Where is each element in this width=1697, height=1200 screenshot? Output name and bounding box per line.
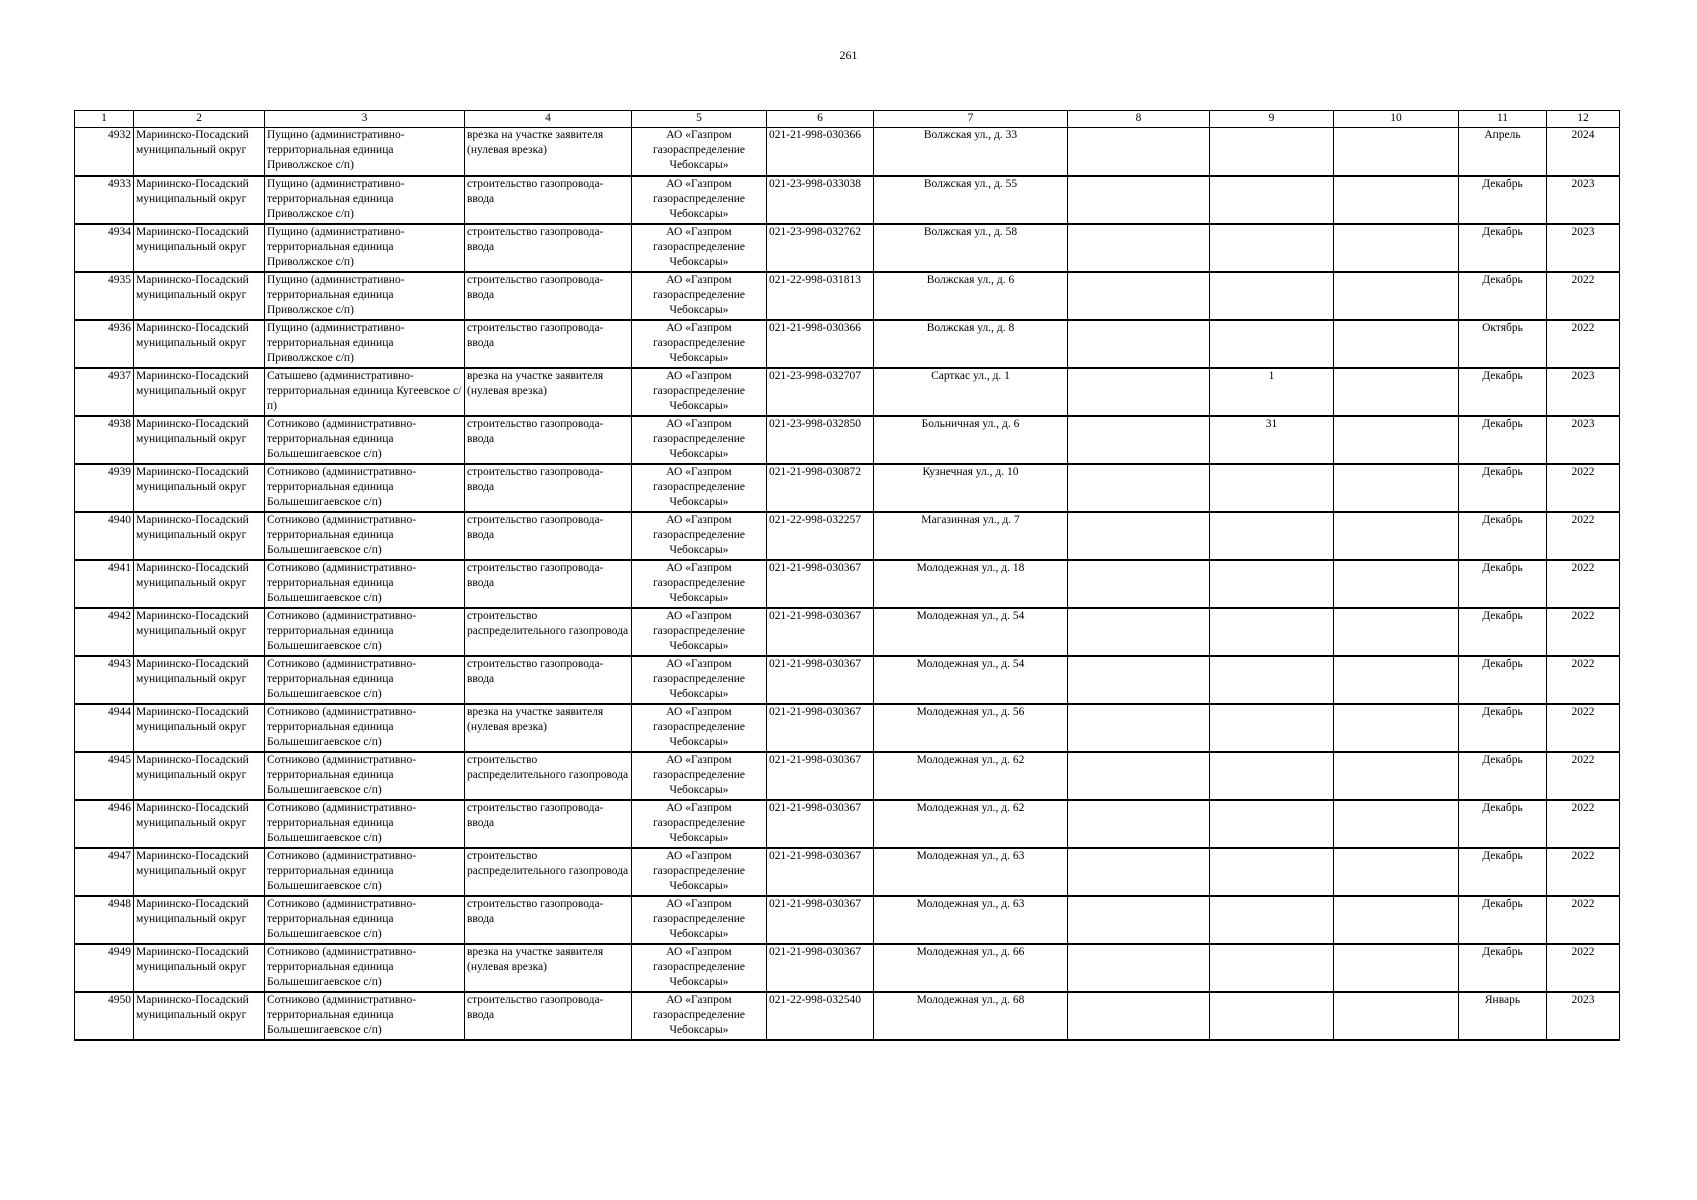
organization-cell: АО «Газпром газораспределение Чебоксары»: [632, 320, 767, 368]
table-row: [75, 752, 1620, 800]
col8-cell: [1068, 512, 1210, 560]
municipality-cell: Мариинско-Посадский муниципальный округ: [134, 800, 265, 848]
col8-cell: [1068, 752, 1210, 800]
code-cell: 021-21-998-030367: [767, 800, 874, 848]
municipality-cell: Мариинско-Посадский муниципальный округ: [134, 944, 265, 992]
row-number: 4938: [75, 416, 134, 464]
table-row: [75, 704, 1620, 752]
organization-cell: АО «Газпром газораспределение Чебоксары»: [632, 560, 767, 608]
col10-cell: [1334, 656, 1459, 704]
column-header-9: 9: [1210, 111, 1334, 128]
col9-cell: [1210, 944, 1334, 992]
year-cell: 2022: [1547, 944, 1620, 992]
col9-cell: [1210, 992, 1334, 1040]
year-cell: 2023: [1547, 368, 1620, 416]
table-row: [75, 272, 1620, 320]
municipality-cell: Мариинско-Посадский муниципальный округ: [134, 224, 265, 272]
col10-cell: [1334, 368, 1459, 416]
settlement-cell: Сотниково (административно-территориальная единица Большешигаевское с/п): [265, 560, 465, 608]
municipality-cell: Мариинско-Посадский муниципальный округ: [134, 752, 265, 800]
col10-cell: [1334, 608, 1459, 656]
col10-cell: [1334, 416, 1459, 464]
organization-cell: АО «Газпром газораспределение Чебоксары»: [632, 704, 767, 752]
settlement-cell: Сотниково (административно-территориальная единица Большешигаевское с/п): [265, 512, 465, 560]
row-number: 4933: [75, 176, 134, 224]
row-number: 4950: [75, 992, 134, 1040]
month-cell: Декабрь: [1459, 608, 1547, 656]
month-cell: Декабрь: [1459, 416, 1547, 464]
year-cell: 2024: [1547, 128, 1620, 176]
col9-cell: [1210, 272, 1334, 320]
year-cell: 2023: [1547, 992, 1620, 1040]
month-cell: Декабрь: [1459, 848, 1547, 896]
col9-cell: [1210, 560, 1334, 608]
month-cell: Декабрь: [1459, 272, 1547, 320]
work-type-cell: строительство газопровода-ввода: [465, 272, 632, 320]
municipality-cell: Мариинско-Посадский муниципальный округ: [134, 848, 265, 896]
address-cell: Молодежная ул., д. 62: [874, 800, 1068, 848]
col10-cell: [1334, 464, 1459, 512]
settlement-cell: Сатышево (административно-территориальная единица Кугеевское с/п): [265, 368, 465, 416]
col10-cell: [1334, 752, 1459, 800]
row-number: 4934: [75, 224, 134, 272]
organization-cell: АО «Газпром газораспределение Чебоксары»: [632, 992, 767, 1040]
row-number: 4932: [75, 128, 134, 176]
municipality-cell: Мариинско-Посадский муниципальный округ: [134, 368, 265, 416]
row-number: 4935: [75, 272, 134, 320]
municipality-cell: Мариинско-Посадский муниципальный округ: [134, 656, 265, 704]
work-type-cell: врезка на участке заявителя (нулевая врезка): [465, 128, 632, 176]
col10-cell: [1334, 176, 1459, 224]
col8-cell: [1068, 992, 1210, 1040]
settlement-cell: Пущино (административно-территориальная единица Приволжское с/п): [265, 176, 465, 224]
row-number: 4937: [75, 368, 134, 416]
organization-cell: АО «Газпром газораспределение Чебоксары»: [632, 608, 767, 656]
address-cell: Волжская ул., д. 58: [874, 224, 1068, 272]
code-cell: 021-21-998-030367: [767, 608, 874, 656]
work-type-cell: врезка на участке заявителя (нулевая врезка): [465, 368, 632, 416]
table-body: [75, 128, 1620, 1040]
year-cell: 2022: [1547, 272, 1620, 320]
row-number: 4948: [75, 896, 134, 944]
col9-cell: 1: [1210, 368, 1334, 416]
year-cell: 2022: [1547, 896, 1620, 944]
col9-cell: [1210, 752, 1334, 800]
address-cell: Молодежная ул., д. 62: [874, 752, 1068, 800]
col10-cell: [1334, 944, 1459, 992]
month-cell: Декабрь: [1459, 368, 1547, 416]
table-row: [75, 128, 1620, 176]
municipality-cell: Мариинско-Посадский муниципальный округ: [134, 128, 265, 176]
organization-cell: АО «Газпром газораспределение Чебоксары»: [632, 368, 767, 416]
municipality-cell: Мариинско-Посадский муниципальный округ: [134, 176, 265, 224]
address-cell: Молодежная ул., д. 68: [874, 992, 1068, 1040]
work-type-cell: строительство газопровода-ввода: [465, 800, 632, 848]
table-row: [75, 416, 1620, 464]
table-row: [75, 992, 1620, 1040]
address-cell: Молодежная ул., д. 63: [874, 896, 1068, 944]
col10-cell: [1334, 704, 1459, 752]
col8-cell: [1068, 704, 1210, 752]
month-cell: Декабрь: [1459, 800, 1547, 848]
month-cell: Декабрь: [1459, 176, 1547, 224]
row-number: 4947: [75, 848, 134, 896]
settlement-cell: Сотниково (административно-территориальная единица Большешигаевское с/п): [265, 416, 465, 464]
organization-cell: АО «Газпром газораспределение Чебоксары»: [632, 800, 767, 848]
column-header-12: 12: [1547, 111, 1620, 128]
work-type-cell: строительство распределительного газопровода: [465, 752, 632, 800]
settlement-cell: Сотниково (административно-территориальная единица Большешигаевское с/п): [265, 656, 465, 704]
table-row: [75, 464, 1620, 512]
code-cell: 021-22-998-032257: [767, 512, 874, 560]
table-row: [75, 896, 1620, 944]
row-number: 4949: [75, 944, 134, 992]
address-cell: Кузнечная ул., д. 10: [874, 464, 1068, 512]
address-cell: Волжская ул., д. 55: [874, 176, 1068, 224]
year-cell: 2022: [1547, 608, 1620, 656]
column-header-8: 8: [1068, 111, 1210, 128]
work-type-cell: строительство распределительного газопровода: [465, 608, 632, 656]
year-cell: 2022: [1547, 800, 1620, 848]
municipality-cell: Мариинско-Посадский муниципальный округ: [134, 272, 265, 320]
col9-cell: [1210, 848, 1334, 896]
code-cell: 021-21-998-030872: [767, 464, 874, 512]
settlement-cell: Пущино (административно-территориальная единица Приволжское с/п): [265, 320, 465, 368]
work-type-cell: строительство газопровода-ввода: [465, 896, 632, 944]
code-cell: 021-21-998-030367: [767, 848, 874, 896]
col9-cell: [1210, 224, 1334, 272]
municipality-cell: Мариинско-Посадский муниципальный округ: [134, 416, 265, 464]
year-cell: 2022: [1547, 704, 1620, 752]
municipality-cell: Мариинско-Посадский муниципальный округ: [134, 512, 265, 560]
month-cell: Апрель: [1459, 128, 1547, 176]
organization-cell: АО «Газпром газораспределение Чебоксары»: [632, 464, 767, 512]
municipality-cell: Мариинско-Посадский муниципальный округ: [134, 560, 265, 608]
settlement-cell: Сотниково (административно-территориальная единица Большешигаевское с/п): [265, 752, 465, 800]
row-number: 4943: [75, 656, 134, 704]
year-cell: 2022: [1547, 464, 1620, 512]
col10-cell: [1334, 128, 1459, 176]
code-cell: 021-21-998-030367: [767, 560, 874, 608]
col8-cell: [1068, 608, 1210, 656]
settlement-cell: Сотниково (административно-территориальная единица Большешигаевское с/п): [265, 464, 465, 512]
month-cell: Декабрь: [1459, 944, 1547, 992]
code-cell: 021-21-998-030367: [767, 704, 874, 752]
code-cell: 021-22-998-032540: [767, 992, 874, 1040]
municipality-cell: Мариинско-Посадский муниципальный округ: [134, 464, 265, 512]
year-cell: 2022: [1547, 752, 1620, 800]
col10-cell: [1334, 320, 1459, 368]
address-cell: Молодежная ул., д. 18: [874, 560, 1068, 608]
col10-cell: [1334, 560, 1459, 608]
month-cell: Декабрь: [1459, 560, 1547, 608]
work-type-cell: строительство распределительного газопровода: [465, 848, 632, 896]
month-cell: Декабрь: [1459, 512, 1547, 560]
table-row: [75, 320, 1620, 368]
organization-cell: АО «Газпром газораспределение Чебоксары»: [632, 416, 767, 464]
work-type-cell: строительство газопровода-ввода: [465, 224, 632, 272]
row-number: 4945: [75, 752, 134, 800]
col8-cell: [1068, 320, 1210, 368]
municipality-cell: Мариинско-Посадский муниципальный округ: [134, 704, 265, 752]
organization-cell: АО «Газпром газораспределение Чебоксары»: [632, 176, 767, 224]
month-cell: Январь: [1459, 992, 1547, 1040]
table-row: [75, 368, 1620, 416]
col9-cell: [1210, 656, 1334, 704]
row-number: 4940: [75, 512, 134, 560]
col8-cell: [1068, 176, 1210, 224]
address-cell: Больничная ул., д. 6: [874, 416, 1068, 464]
address-cell: Волжская ул., д. 8: [874, 320, 1068, 368]
year-cell: 2022: [1547, 320, 1620, 368]
table-row: [75, 944, 1620, 992]
col10-cell: [1334, 224, 1459, 272]
year-cell: 2023: [1547, 416, 1620, 464]
code-cell: 021-21-998-030367: [767, 656, 874, 704]
work-type-cell: врезка на участке заявителя (нулевая врезка): [465, 944, 632, 992]
year-cell: 2022: [1547, 512, 1620, 560]
settlement-cell: Сотниково (административно-территориальная единица Большешигаевское с/п): [265, 704, 465, 752]
municipality-cell: Мариинско-Посадский муниципальный округ: [134, 992, 265, 1040]
address-cell: Молодежная ул., д. 54: [874, 608, 1068, 656]
column-header-5: 5: [632, 111, 767, 128]
col8-cell: [1068, 368, 1210, 416]
settlement-cell: Сотниково (административно-территориальная единица Большешигаевское с/п): [265, 992, 465, 1040]
col8-cell: [1068, 272, 1210, 320]
col8-cell: [1068, 560, 1210, 608]
data-table: [74, 110, 1620, 1041]
work-type-cell: строительство газопровода-ввода: [465, 416, 632, 464]
month-cell: Декабрь: [1459, 752, 1547, 800]
page-number: 261: [839, 48, 858, 62]
settlement-cell: Сотниково (административно-территориальная единица Большешигаевское с/п): [265, 800, 465, 848]
organization-cell: АО «Газпром газораспределение Чебоксары»: [632, 128, 767, 176]
column-header-4: 4: [465, 111, 632, 128]
code-cell: 021-21-998-030367: [767, 752, 874, 800]
row-number: 4942: [75, 608, 134, 656]
row-number: 4944: [75, 704, 134, 752]
work-type-cell: строительство газопровода-ввода: [465, 464, 632, 512]
table-row: [75, 608, 1620, 656]
row-number: 4946: [75, 800, 134, 848]
column-header-10: 10: [1334, 111, 1459, 128]
organization-cell: АО «Газпром газораспределение Чебоксары»: [632, 848, 767, 896]
column-header-1: 1: [75, 111, 134, 128]
table-row: [75, 656, 1620, 704]
organization-cell: АО «Газпром газораспределение Чебоксары»: [632, 512, 767, 560]
col9-cell: 31: [1210, 416, 1334, 464]
month-cell: Декабрь: [1459, 896, 1547, 944]
month-cell: Декабрь: [1459, 464, 1547, 512]
col9-cell: [1210, 512, 1334, 560]
col8-cell: [1068, 800, 1210, 848]
month-cell: Декабрь: [1459, 704, 1547, 752]
address-cell: Молодежная ул., д. 54: [874, 656, 1068, 704]
address-cell: Сарткас ул., д. 1: [874, 368, 1068, 416]
col8-cell: [1068, 128, 1210, 176]
work-type-cell: строительство газопровода-ввода: [465, 320, 632, 368]
col9-cell: [1210, 176, 1334, 224]
address-cell: Молодежная ул., д. 66: [874, 944, 1068, 992]
column-header-6: 6: [767, 111, 874, 128]
month-cell: Декабрь: [1459, 224, 1547, 272]
year-cell: 2022: [1547, 560, 1620, 608]
work-type-cell: строительство газопровода-ввода: [465, 992, 632, 1040]
col10-cell: [1334, 512, 1459, 560]
address-cell: Волжская ул., д. 33: [874, 128, 1068, 176]
col8-cell: [1068, 416, 1210, 464]
col9-cell: [1210, 464, 1334, 512]
organization-cell: АО «Газпром газораспределение Чебоксары»: [632, 224, 767, 272]
address-cell: Волжская ул., д. 6: [874, 272, 1068, 320]
code-cell: 021-21-998-030367: [767, 896, 874, 944]
col9-cell: [1210, 128, 1334, 176]
month-cell: Декабрь: [1459, 656, 1547, 704]
column-header-11: 11: [1459, 111, 1547, 128]
year-cell: 2023: [1547, 224, 1620, 272]
organization-cell: АО «Газпром газораспределение Чебоксары»: [632, 272, 767, 320]
month-cell: Октябрь: [1459, 320, 1547, 368]
col10-cell: [1334, 800, 1459, 848]
settlement-cell: Сотниково (административно-территориальная единица Большешигаевское с/п): [265, 944, 465, 992]
address-cell: Молодежная ул., д. 63: [874, 848, 1068, 896]
table-row: [75, 848, 1620, 896]
municipality-cell: Мариинско-Посадский муниципальный округ: [134, 608, 265, 656]
col8-cell: [1068, 896, 1210, 944]
code-cell: 021-21-998-030366: [767, 320, 874, 368]
work-type-cell: строительство газопровода-ввода: [465, 512, 632, 560]
year-cell: 2023: [1547, 176, 1620, 224]
settlement-cell: Сотниково (административно-территориальная единица Большешигаевское с/п): [265, 608, 465, 656]
table-row: [75, 224, 1620, 272]
code-cell: 021-21-998-030366: [767, 128, 874, 176]
code-cell: 021-21-998-030367: [767, 944, 874, 992]
year-cell: 2022: [1547, 848, 1620, 896]
col8-cell: [1068, 224, 1210, 272]
col8-cell: [1068, 464, 1210, 512]
settlement-cell: Сотниково (административно-территориальная единица Большешигаевское с/п): [265, 896, 465, 944]
municipality-cell: Мариинско-Посадский муниципальный округ: [134, 896, 265, 944]
col9-cell: [1210, 704, 1334, 752]
settlement-cell: Пущино (административно-территориальная единица Приволжское с/п): [265, 128, 465, 176]
code-cell: 021-23-998-032850: [767, 416, 874, 464]
column-header-2: 2: [134, 111, 265, 128]
code-cell: 021-23-998-032707: [767, 368, 874, 416]
table-row: [75, 176, 1620, 224]
work-type-cell: врезка на участке заявителя (нулевая врезка): [465, 704, 632, 752]
code-cell: 021-23-998-032762: [767, 224, 874, 272]
municipality-cell: Мариинско-Посадский муниципальный округ: [134, 320, 265, 368]
col9-cell: [1210, 800, 1334, 848]
address-cell: Молодежная ул., д. 56: [874, 704, 1068, 752]
code-cell: 021-22-998-031813: [767, 272, 874, 320]
organization-cell: АО «Газпром газораспределение Чебоксары»: [632, 944, 767, 992]
work-type-cell: строительство газопровода-ввода: [465, 656, 632, 704]
table-header: [75, 111, 1620, 128]
row-number: 4941: [75, 560, 134, 608]
settlement-cell: Пущино (административно-территориальная единица Приволжское с/п): [265, 224, 465, 272]
settlement-cell: Пущино (административно-территориальная единица Приволжское с/п): [265, 272, 465, 320]
column-header-3: 3: [265, 111, 465, 128]
col9-cell: [1210, 320, 1334, 368]
col10-cell: [1334, 272, 1459, 320]
column-header-7: 7: [874, 111, 1068, 128]
row-number: 4936: [75, 320, 134, 368]
col9-cell: [1210, 608, 1334, 656]
col8-cell: [1068, 848, 1210, 896]
row-number: 4939: [75, 464, 134, 512]
col8-cell: [1068, 656, 1210, 704]
organization-cell: АО «Газпром газораспределение Чебоксары»: [632, 752, 767, 800]
col10-cell: [1334, 848, 1459, 896]
header-row: [75, 111, 1620, 128]
organization-cell: АО «Газпром газораспределение Чебоксары»: [632, 896, 767, 944]
col9-cell: [1210, 896, 1334, 944]
work-type-cell: строительство газопровода-ввода: [465, 560, 632, 608]
col10-cell: [1334, 992, 1459, 1040]
address-cell: Магазинная ул., д. 7: [874, 512, 1068, 560]
settlement-cell: Сотниково (административно-территориальная единица Большешигаевское с/п): [265, 848, 465, 896]
organization-cell: АО «Газпром газораспределение Чебоксары»: [632, 656, 767, 704]
col10-cell: [1334, 896, 1459, 944]
table-row: [75, 512, 1620, 560]
code-cell: 021-23-998-033038: [767, 176, 874, 224]
table-row: [75, 800, 1620, 848]
year-cell: 2022: [1547, 656, 1620, 704]
col8-cell: [1068, 944, 1210, 992]
table-row: [75, 560, 1620, 608]
work-type-cell: строительство газопровода-ввода: [465, 176, 632, 224]
